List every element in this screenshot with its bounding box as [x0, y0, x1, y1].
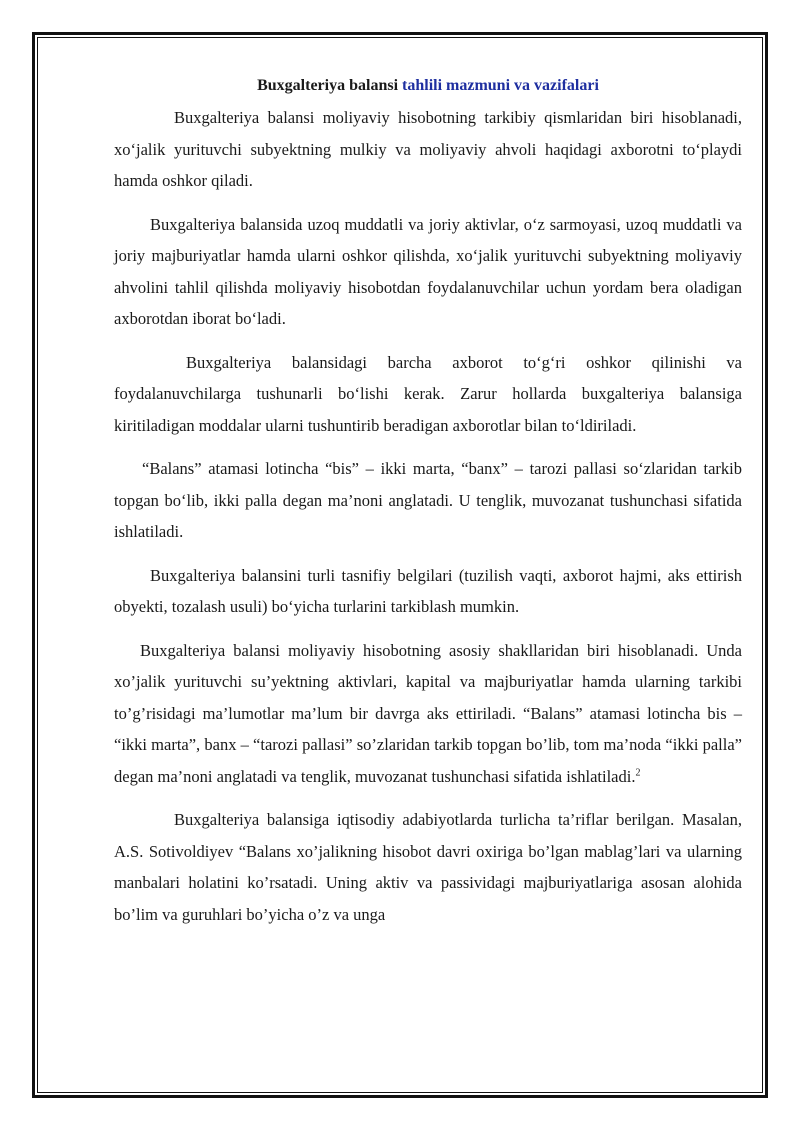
- title-part-2: tahlili mazmuni va vazifalari: [402, 77, 599, 94]
- title-part-1: Buxgalteriya balansi: [257, 77, 403, 94]
- paragraph-2: Buxgalteriya balansida uzoq muddatli va joriy aktivlar, o‘z sarmoyasi, uzoq muddatli va joriy majburiyatlar hamda ularni oshkor qilishda, xo‘jalik yurituvchi subyektning moliyaviy ahvolini tahlil qilishda moliyaviy hisobotdan foydalanuvchilar uchun yordam bera oladigan axborotdan iborat bo‘ladi.: [114, 214, 742, 328]
- paragraph-6: [114, 635, 742, 793]
- paragraph-7: Buxgalteriya balansiga iqtisodiy adabiyotlarda turlicha ta’riflar berilgan. Masalan, A.S. Sotivoldiyev “Balans xo’jalikning hisobot davri oxiriga bo’lgan mablag’lari va ularning manbalari holatini ko’rsatadi. Uning aktiv va passividagi majburiyatlariga asosan alohida bo’lim va guruhlari bo’yicha o’z va unga: [114, 810, 742, 924]
- document-title: [114, 72, 742, 100]
- footnote-mark: 2: [635, 767, 641, 778]
- paragraph-1: Buxgalteriya balansi moliyaviy hisobotning tarkibiy qismlaridan biri hisoblanadi, xo‘jalik yurituvchi subyektning mulkiy va moliyaviy ahvoli haqidagi axborotni to‘playdi hamda oshkor qiladi.: [114, 108, 742, 190]
- document-body: [114, 72, 742, 942]
- paragraph-3: Buxgalteriya balansidagi barcha axborot to‘g‘ri oshkor qilinishi va foydalanuvchilarga tushunarli bo‘lishi kerak. Zarur hollarda buxgalteriya balansiga kiritiladigan moddalar ularni tushuntirib beradigan axborotlar bilan to‘ldiriladi.: [114, 352, 742, 435]
- paragraph-5: Buxgalteriya balansini turli tasnifiy belgilari (tuzilish vaqti, axborot hajmi, aks ettirish obyekti, tozalash usuli) bo‘yicha turlarini tarkiblash mumkin.: [114, 565, 742, 616]
- paragraph-4: “Balans” atamasi lotincha “bis” – ikki marta, “banx” – tarozi pallasi so‘zlaridan tarkib topgan bo‘lib, ikki palla degan ma’noni anglatadi. U tenglik, muvozanat tushunchasi sifatida ishlatiladi.: [114, 459, 742, 541]
- paragraph-6-text: Buxgalteriya balansi moliyaviy hisobotning asosiy shakllaridan biri hisoblanadi. Unda xo’jalik yurituvchi su’yektning aktivlari, kapital va majburiyatlar hamda ularning tarkibi to’g’risidagi ma’lumotlar ma’lum bir davrga aks ettiriladi. “Balans” atamasi lotincha bis – “ikki marta”, banx – “tarozi pallasi” so’zlaridan tarkib topgan bo’lib, tom ma’noda “ikki palla” degan ma’noni anglatadi va tenglik, muvozanat tushunchasi sifatida ishlatiladi.: [114, 640, 742, 786]
